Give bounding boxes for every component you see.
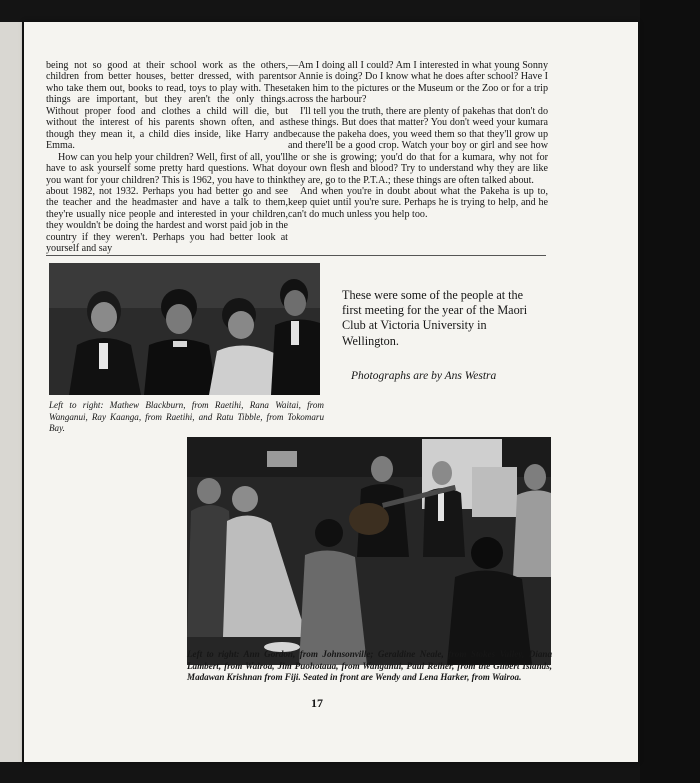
photo-club-meeting [187,437,551,665]
photo-credit: Photographs are by Ans Westra [351,370,497,382]
scan-background [640,0,700,783]
adjacent-page-edge [0,22,22,762]
magazine-page [24,22,638,762]
page-number: 17 [311,696,323,710]
paragraph: being not so good at their school work as the others, children from better houses, better dressed, with parents who take them out, books to read, toys to play with. These things are important, but they aren't the only things. Without proper food and clothes a child will die, but without the interest of his parents shown often, and as though they mean it, a child dies inside, like Harry and Emma. [46,60,288,152]
photo-caption-top: Left to right: Mathew Blackburn, from Raetihi, Rana Waitai, from Wanganui, Ray Kaanga, from Raetihi, and Ratu Tibble, from Tokomaru Bay. [49,400,324,433]
article-column-right [288,60,548,220]
article-column-left [46,60,288,255]
paragraph: —Am I doing all I could? Am I interested in what young Sonny or Annie is doing? Do I know what he does after school? Have I taken him to the pictures or the Museum or the Zoo or for a trip across the harbour? [288,60,548,106]
photo-caption-bottom: Left to right: Ann Gordon, from Johnsonville; Geraldine Neale, from Stokes Valley, Diana Lambert, from Wairoa, Jim Puohotaua, from Wanganui, Paul Reiher, from the Gilbert Islands, Madawan Krishnan from Fiji. Seated in front are Wendy and Lena Harker, from Wairoa. [187,649,552,682]
section-divider [46,255,546,256]
photo-intro-text: These were some of the people at the first meeting for the year of the Maori Club at Victoria University in Wellington. [342,288,528,348]
paragraph: And when you're in doubt about what the Pakeha is up to, keep quiet until you're sure. Perhaps he is trying to help, and he can't do much unless you help too. [288,185,548,220]
paragraph: How can you help your children? Well, first of all, you'll have to ask yourself some pretty hard questions. What do you want for your children? This is 1962, you have to think about 1982, not 1932. Perhaps you had better go and see the teacher and the headmaster and have a talk to them, they're usually nice people and interested in your children, they wouldn't be doing the hardest and worst paid job in the country if they weren't. Perhaps you had better look at yourself and say [46,151,288,255]
photo-four-students [49,263,320,395]
paragraph: I'll tell you the truth, there are plenty of pakehas that don't do these things. But does that matter? You don't weed your kumara because the pakeha does, you weed them so that they'll grow up and there'll be a good crop. Watch your boy or girl and see how he or she is growing; you'd do that for a kumara, why not for your own flesh and blood? Try to understand why they are like they are, go to the P.T.A.; these things are often talked about. [288,105,548,186]
